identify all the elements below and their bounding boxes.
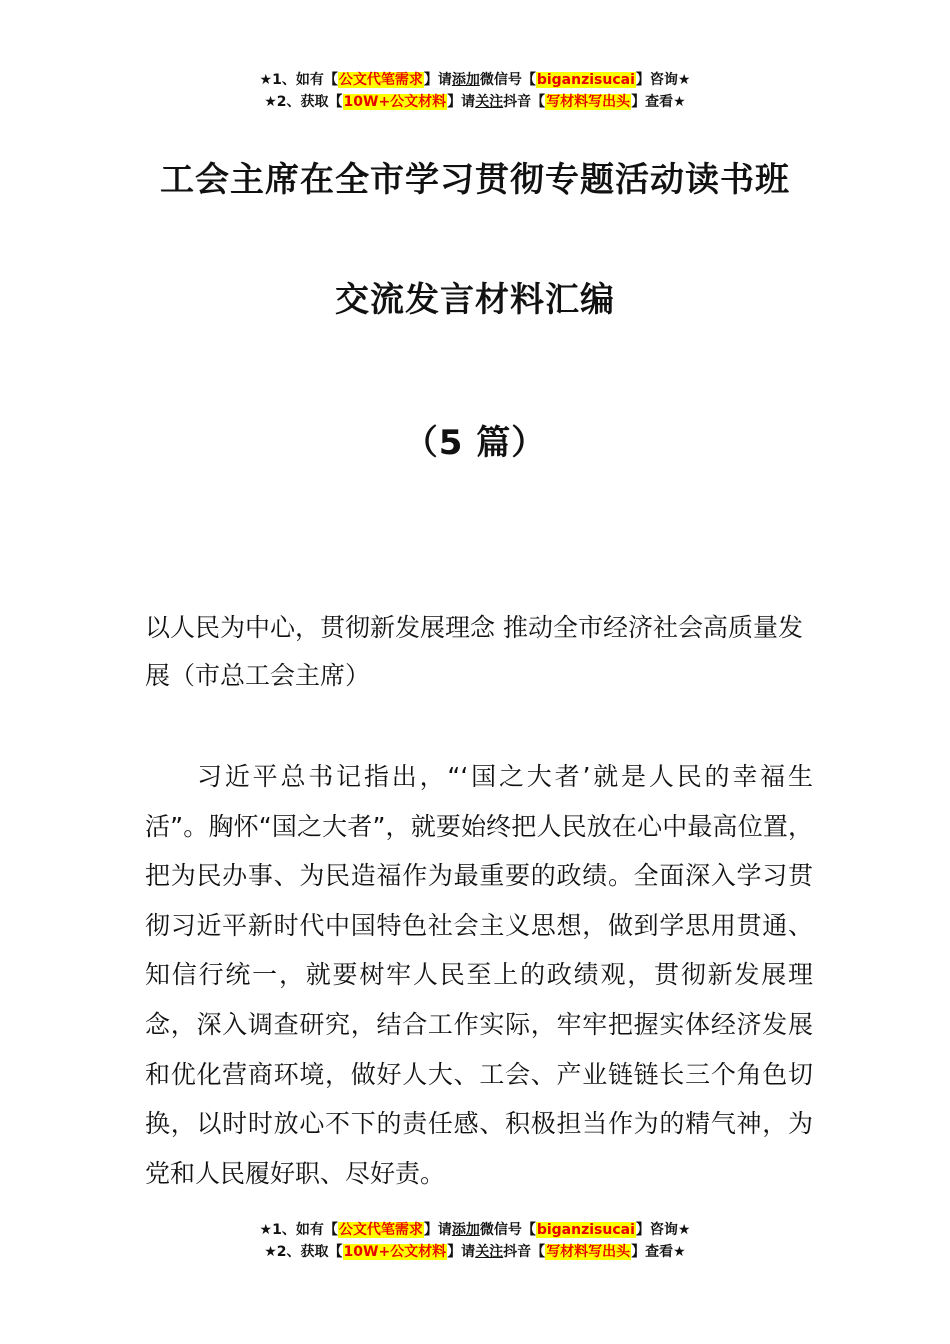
article-subtitle: 以人民为中心，贯彻新发展理念 推动全市经济社会高质量发展（市总工会主席） (145, 613, 803, 690)
article-paragraph: 习近平总书记指出，“‘国之大者’就是人民的幸福生活”。胸怀“国之大者”，就要始终把人民放在心中最高位置，把为民办事、为民造福作为最重要的政绩。全面深入学习贯彻习近平新时代中国特色社会主义思想，做到学思用贯通、知信行统一，就要树牢人民至上的政绩观，贯彻新发展理念，深入调查研究，结合工作实际，牢牢把握实体经济发展和优化营商环境，做好人大、工会、产业链链长三个角色切换，以时时放心不下的责任感、积极担当作为的精气神，为党和人民履好职、尽好责。 (145, 762, 813, 1188)
banner-highlight: biganzisucai (536, 72, 635, 88)
banner-highlight: 写材料写出头 (546, 1244, 631, 1260)
banner-highlight: 公文代笔需求 (338, 72, 423, 88)
banner-line-1: ★1、如有【公文代笔需求】请添加微信号【biganzisucai】咨询★ (259, 1222, 691, 1238)
banner-line-2: ★2、获取【10W+公文材料】请关注抖音【写材料写出头】查看★ (264, 94, 686, 110)
banner-highlight: 写材料写出头 (546, 94, 631, 110)
banner-highlight: 公文代笔需求 (338, 1222, 423, 1238)
document-title-line-2: 交流发言材料汇编 (335, 280, 615, 320)
header-banner (0, 69, 950, 113)
banner-line-2: ★2、获取【10W+公文材料】请关注抖音【写材料写出头】查看★ (264, 1244, 686, 1260)
banner-highlight: 10W+公文材料 (343, 1244, 447, 1260)
document-title-line-1: 工会主席在全市学习贯彻专题活动读书班 (160, 160, 790, 200)
banner-line-1: ★1、如有【公文代笔需求】请添加微信号【biganzisucai】咨询★ (259, 72, 691, 88)
banner-highlight: 10W+公文材料 (343, 94, 447, 110)
banner-highlight: biganzisucai (536, 1222, 635, 1238)
document-title-count: （5 篇） (403, 423, 547, 463)
footer-banner (0, 1219, 950, 1263)
